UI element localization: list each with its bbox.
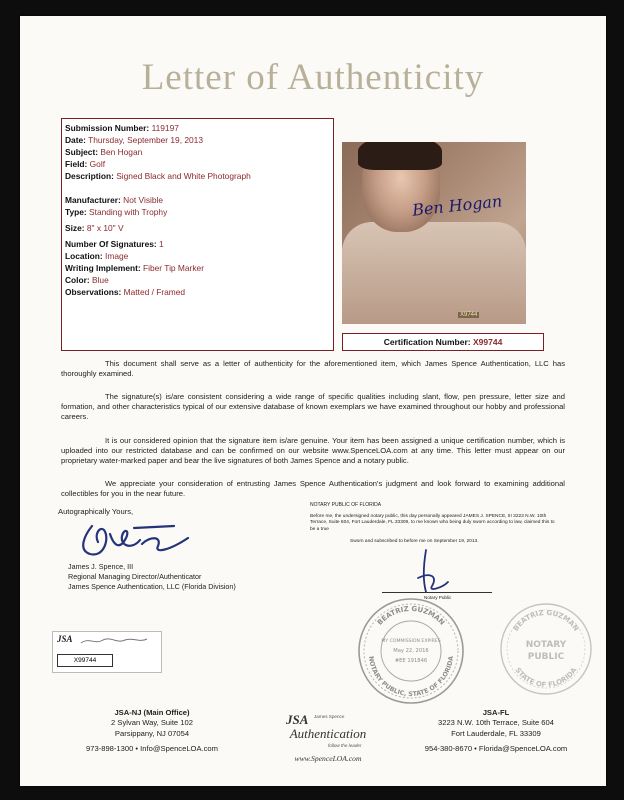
stamp-name: BEATRIZ GUZMAN (511, 608, 581, 633)
svg-text:BEATRIZ GUZMAN (512, 609, 580, 633)
detail-row (65, 195, 163, 206)
detail-label: Submission Number: (65, 123, 150, 133)
stamp-public: PUBLIC (527, 652, 565, 662)
notary-statement: Before me, the undersigned notary public, this day personally appeared JAMES J. SPENCE, III 3223 N.W. 10th Terrace, Suite 604, Fort Lauderdale, FL 33309, to me known who being duly sworn according to law, claimed this to be a true (310, 514, 555, 532)
detail-row (65, 223, 124, 234)
paragraph: The signature(s) is/are consistent considering a wide range of specific qualities including slant, flow, pen pressure, letter size and formation, and other characteristics typical of our extensive database of known exemplars we have examined throughout our hobby and professional careers. (61, 392, 565, 422)
detail-label: Description: (65, 171, 114, 181)
paragraph: This document shall serve as a letter of authenticity for the aforementioned item, which James Spence Authentication, LLC has thoroughly examined. (61, 359, 565, 379)
detail-label: Observations: (65, 287, 122, 297)
detail-row (65, 263, 204, 274)
notary-public-label: Notary Public (424, 595, 452, 600)
sticker-brand: JSA (57, 634, 73, 644)
detail-value: Fiber Tip Marker (143, 263, 204, 273)
footer-right-line: Fort Lauderdale, FL 33309 (451, 728, 541, 738)
footer-right (406, 708, 586, 755)
detail-label: Manufacturer: (65, 195, 121, 205)
footer-left (62, 708, 242, 755)
notary-signature (396, 548, 456, 598)
detail-label: Date: (65, 135, 86, 145)
notary-stamp (498, 601, 594, 697)
svg-text:BEATRIZ GUZMAN (376, 605, 446, 627)
letter-page (20, 16, 606, 786)
signer-name: James J. Spence, III (68, 562, 134, 571)
closing-line: Autographically Yours, (58, 507, 134, 516)
detail-value: Not Visible (123, 195, 164, 205)
detail-value: Golf (89, 159, 106, 169)
paragraph: It is our considered opinion that the signature item is/are genuine. Your item has been assigned a unique certification number, which is uploaded into our restricted database and can be confirmed on our website www.SpenceLOA.com at any time. This letter must appear on our proprietary water-marked paper and bear the live signatures of both James Spence and a notary public. (61, 436, 565, 466)
detail-value: Standing with Trophy (89, 207, 168, 217)
photo-sticker: X9744 (460, 312, 478, 318)
signer-company: James Spence Authentication, LLC (Florida Division) (68, 582, 236, 591)
detail-value: Matted / Framed (123, 287, 186, 297)
detail-label: Location: (65, 251, 103, 261)
svg-text:STATE OF FLORIDA (514, 666, 579, 689)
detail-row (65, 239, 164, 250)
sticker-number: X99744 (57, 654, 113, 667)
logo-name: Authentication (289, 726, 367, 741)
detail-label: Field: (65, 159, 88, 169)
certification-label: Certification Number: (383, 337, 471, 347)
jsa-sticker (52, 631, 162, 673)
photo-figure (342, 222, 526, 324)
footer-left-line: 2 Sylvan Way, Suite 102 (111, 718, 193, 728)
detail-row (65, 207, 167, 218)
detail-row (65, 287, 185, 298)
stamp-notary: NOTARY (525, 640, 567, 650)
details-box (61, 118, 334, 351)
detail-value: Ben Hogan (100, 147, 143, 157)
detail-label: Size: (65, 223, 85, 233)
photo-hair (358, 142, 442, 170)
detail-value: 8" x 10" V (86, 223, 124, 233)
notary-sworn: Sworn and subscribed to before me on September 19, 2013. (350, 539, 479, 544)
footer-right-line: 3223 N.W. 10th Terrace, Suite 604 (438, 718, 554, 728)
jsa-logo (268, 710, 388, 766)
detail-value: 119197 (151, 123, 179, 133)
detail-value: Image (105, 251, 129, 261)
document-title: Letter of Authenticity (141, 57, 485, 98)
detail-value: Blue (91, 275, 109, 285)
logo-tiny: James Spence (314, 714, 345, 719)
footer-left-line: Parsippany, NJ 07054 (114, 728, 190, 738)
certification-box (342, 333, 544, 351)
detail-label: Number Of Signatures: (65, 239, 157, 249)
seal-bottom: NOTARY PUBLIC, STATE OF FLORIDA (366, 655, 455, 699)
logo-web: www.SpenceLOA.com (294, 754, 362, 763)
detail-row (65, 251, 128, 262)
notary-heading: NOTARY PUBLIC OF FLORIDA (310, 502, 382, 508)
detail-label: Type: (65, 207, 87, 217)
detail-row (65, 123, 179, 134)
seal-name: BEATRIZ GUZMAN (375, 604, 447, 627)
detail-label: Writing Implement: (65, 263, 141, 273)
detail-row (65, 275, 109, 286)
seal-expires: MY COMMISSION EXPIRES (381, 639, 441, 644)
detail-row (65, 171, 325, 182)
detail-label: Color: (65, 275, 90, 285)
signer-title: Regional Managing Director/Authenticator (68, 572, 202, 581)
detail-value: Signed Black and White Photograph (116, 171, 251, 181)
footer-right-office: JSA-FL (482, 708, 510, 717)
detail-row (65, 159, 105, 170)
certification-number: X99744 (472, 337, 503, 347)
footer-left-office: JSA-NJ (Main Office) (114, 708, 190, 717)
logo-tagline: follow the leader (328, 743, 362, 748)
detail-row (65, 135, 203, 146)
stamp-state: STATE OF FLORIDA (513, 666, 579, 690)
sticker-scribble (79, 636, 149, 646)
paragraph: We appreciate your consideration of entrusting James Spence Authentication's judgment and look forward to examining additional collectibles for you in the near future. (61, 479, 565, 499)
seal-id: #EE 191846 (394, 658, 428, 664)
autograph-signature: Ben Hogan (411, 191, 504, 220)
footer-right-contact: 954-380-8670 • Florida@SpenceLOA.com (424, 744, 568, 754)
logo-brand: JSA (286, 712, 309, 727)
authenticator-signature (70, 516, 200, 560)
notary-embossed-seal (356, 596, 466, 706)
detail-value: Thursday, September 19, 2013 (88, 135, 203, 145)
item-photo (342, 142, 526, 324)
detail-row (65, 147, 142, 158)
signer-block (68, 562, 236, 592)
detail-label: Subject: (65, 147, 99, 157)
seal-date: May 22, 2016 (393, 648, 429, 654)
footer-left-contact: 973-898-1300 • Info@SpenceLOA.com (86, 744, 218, 754)
notary-signature-line (382, 592, 492, 593)
detail-value: 1 (159, 239, 164, 249)
